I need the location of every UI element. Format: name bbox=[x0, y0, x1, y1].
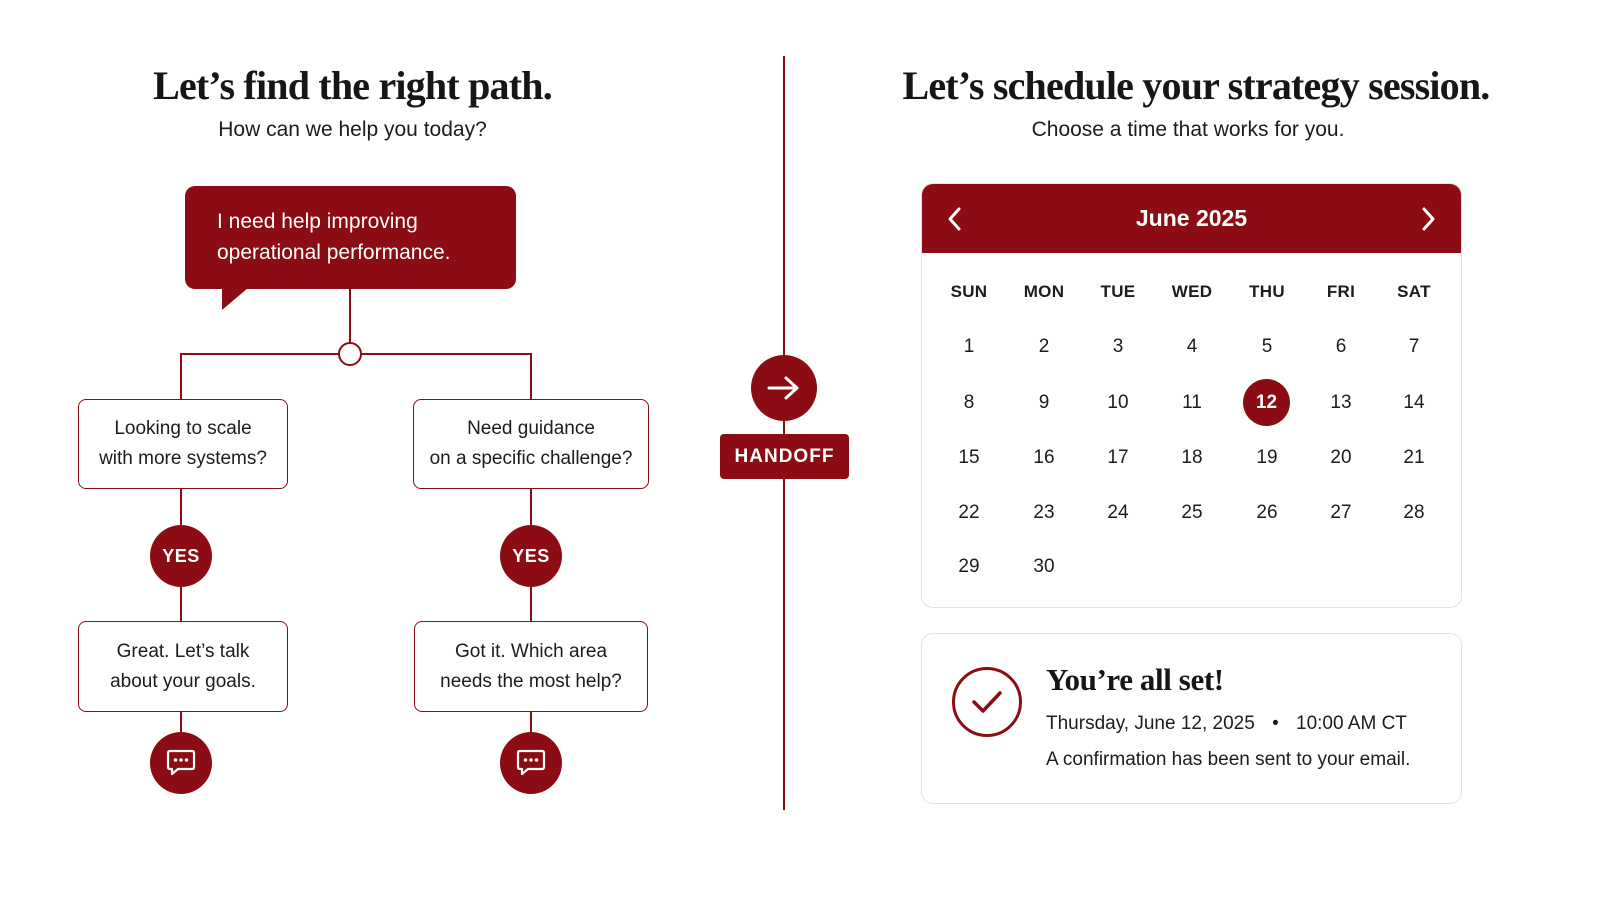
calendar-day[interactable]: 24 bbox=[1107, 502, 1129, 523]
calendar-day[interactable]: 27 bbox=[1330, 502, 1352, 523]
handoff-label: HANDOFF bbox=[720, 434, 849, 479]
weekday-mon: MON bbox=[1023, 282, 1065, 301]
connector-left-yes-resp bbox=[180, 587, 182, 622]
calendar-day[interactable]: 11 bbox=[1182, 392, 1202, 413]
calendar-month-label: June 2025 bbox=[1135, 205, 1248, 231]
weekday-sat: SAT bbox=[1397, 282, 1431, 301]
calendar-day[interactable]: 14 bbox=[1403, 392, 1425, 413]
chat-button-right[interactable] bbox=[500, 732, 562, 794]
confirmation-time: 10:00 AM CT bbox=[1296, 713, 1407, 734]
calendar-day[interactable]: 7 bbox=[1408, 336, 1420, 357]
calendar-next-button[interactable] bbox=[1398, 184, 1458, 253]
calendar-day[interactable]: 29 bbox=[958, 556, 980, 577]
prompt-bubble-tail bbox=[222, 288, 248, 310]
weekday-fri: FRI bbox=[1326, 282, 1356, 301]
connector-right-q-yes bbox=[530, 489, 532, 525]
chat-icon bbox=[515, 748, 547, 778]
branch-question-left-line1: Looking to scale bbox=[114, 418, 252, 439]
confirmation-date: Thursday, June 12, 2025 bbox=[1046, 713, 1255, 734]
connector-right-down bbox=[530, 353, 532, 400]
calendar-day[interactable]: 6 bbox=[1335, 336, 1347, 357]
confirmation-title: You’re all set! bbox=[1046, 662, 1224, 697]
prompt-bubble[interactable] bbox=[185, 186, 516, 289]
right-subtitle: Choose a time that works for you. bbox=[1031, 118, 1345, 141]
chat-icon bbox=[165, 748, 197, 778]
connector-left-q-yes bbox=[180, 489, 182, 525]
weekday-tue: TUE bbox=[1100, 282, 1136, 301]
branch-question-left-line2: with more systems? bbox=[99, 448, 267, 469]
branch-response-left bbox=[78, 621, 288, 712]
calendar-day[interactable]: 4 bbox=[1186, 336, 1198, 357]
calendar-day[interactable]: 13 bbox=[1330, 392, 1352, 413]
yes-badge-left[interactable]: YES bbox=[150, 525, 212, 587]
weekday-thu: THU bbox=[1249, 282, 1285, 301]
calendar-day[interactable]: 15 bbox=[958, 447, 980, 468]
calendar-day[interactable]: 8 bbox=[963, 392, 975, 413]
confirmation-datetime bbox=[1046, 713, 1407, 735]
chevron-left-icon bbox=[946, 206, 964, 232]
connector-left-down bbox=[180, 353, 182, 400]
left-subtitle: How can we help you today? bbox=[218, 118, 487, 141]
calendar-day[interactable]: 26 bbox=[1256, 502, 1278, 523]
branch-question-right-line1: Need guidance bbox=[467, 418, 595, 439]
handoff-button[interactable] bbox=[751, 355, 817, 421]
branch-node bbox=[338, 342, 362, 366]
calendar-day[interactable]: 18 bbox=[1181, 447, 1203, 468]
branch-response-right bbox=[414, 621, 648, 712]
connector-right-h bbox=[362, 353, 532, 355]
connector-trunk bbox=[349, 289, 351, 343]
handoff-divider bbox=[783, 56, 785, 810]
calendar-day[interactable]: 5 bbox=[1261, 336, 1273, 357]
left-title: Let’s find the right path. bbox=[153, 63, 552, 108]
calendar-day[interactable]: 19 bbox=[1256, 447, 1278, 468]
calendar bbox=[921, 183, 1462, 608]
calendar-day[interactable]: 10 bbox=[1107, 392, 1129, 413]
prompt-line-1: I need help improving bbox=[217, 210, 418, 233]
chat-button-left[interactable] bbox=[150, 732, 212, 794]
confirmation-separator: • bbox=[1272, 713, 1279, 734]
weekday-wed: WED bbox=[1171, 282, 1213, 301]
calendar-day[interactable]: 25 bbox=[1181, 502, 1203, 523]
chevron-right-icon bbox=[1419, 206, 1437, 232]
right-title: Let’s schedule your strategy session. bbox=[902, 63, 1490, 108]
calendar-day[interactable]: 30 bbox=[1033, 556, 1055, 577]
calendar-day[interactable]: 16 bbox=[1033, 447, 1055, 468]
branch-question-left[interactable] bbox=[78, 399, 288, 489]
calendar-day[interactable]: 23 bbox=[1033, 502, 1055, 523]
branch-response-left-line1: Great. Let’s talk bbox=[116, 640, 250, 662]
check-icon bbox=[969, 688, 1005, 716]
confirmation-card bbox=[921, 633, 1462, 804]
prompt-line-2: operational performance. bbox=[217, 241, 451, 264]
calendar-header bbox=[922, 184, 1461, 253]
calendar-day-selected[interactable]: 12 bbox=[1243, 379, 1290, 426]
connector-right-yes-resp bbox=[530, 587, 532, 622]
arrow-right-icon bbox=[766, 374, 802, 402]
branch-question-right-line2: on a specific challenge? bbox=[429, 448, 633, 469]
calendar-day[interactable]: 3 bbox=[1112, 336, 1124, 357]
branch-response-left-line2: about your goals. bbox=[110, 670, 256, 692]
weekday-sun: SUN bbox=[950, 282, 988, 301]
check-circle-icon bbox=[952, 667, 1022, 737]
calendar-day[interactable]: 21 bbox=[1403, 447, 1425, 468]
branch-question-right[interactable] bbox=[413, 399, 649, 489]
calendar-day[interactable]: 22 bbox=[958, 502, 980, 523]
confirmation-note: A confirmation has been sent to your email. bbox=[1046, 749, 1411, 770]
calendar-day[interactable]: 2 bbox=[1038, 336, 1050, 357]
calendar-day[interactable]: 20 bbox=[1330, 447, 1352, 468]
yes-badge-right[interactable]: YES bbox=[500, 525, 562, 587]
calendar-day[interactable]: 17 bbox=[1107, 447, 1129, 468]
calendar-prev-button[interactable] bbox=[925, 184, 985, 253]
connector-left-resp-chat bbox=[180, 712, 182, 732]
branch-response-right-line2: needs the most help? bbox=[440, 670, 622, 692]
calendar-day[interactable]: 1 bbox=[963, 336, 975, 357]
calendar-day[interactable]: 9 bbox=[1038, 392, 1050, 413]
connector-right-resp-chat bbox=[530, 712, 532, 732]
connector-left-h bbox=[180, 353, 338, 355]
branch-response-right-line1: Got it. Which area bbox=[454, 640, 608, 662]
calendar-day[interactable]: 28 bbox=[1403, 502, 1425, 523]
